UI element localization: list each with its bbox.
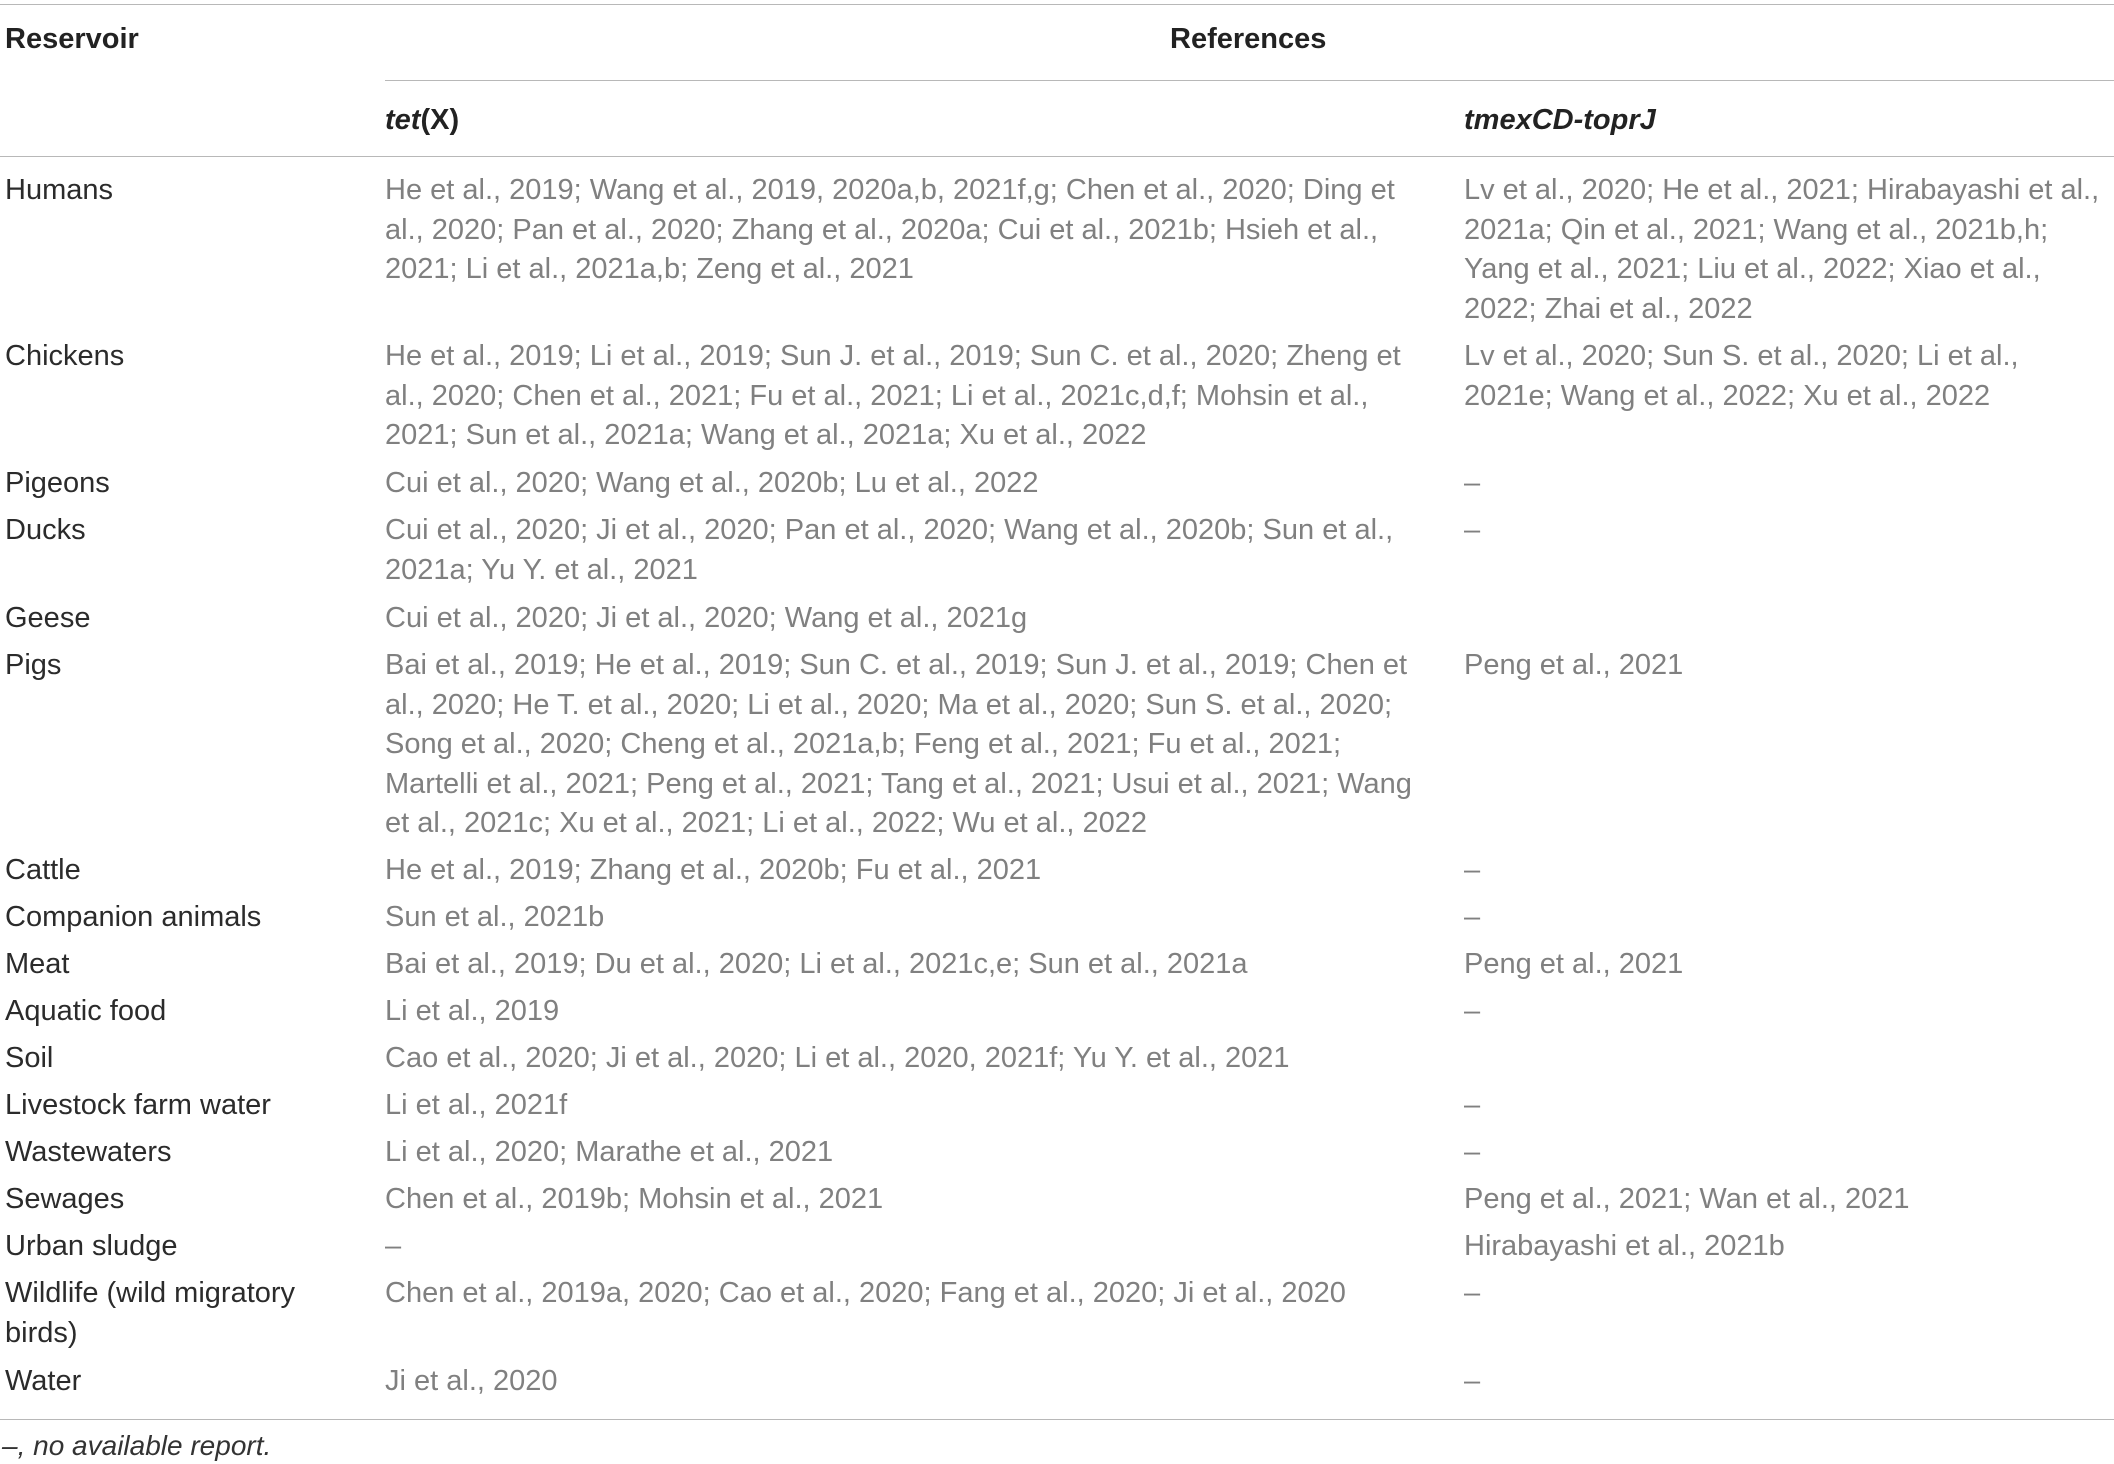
header-references: References xyxy=(1170,23,1327,55)
row-tetx-refs: Chen et al., 2019a, 2020; Cao et al., 2020; Fang et al., 2020; Ji et al., 2020 xyxy=(385,1277,1346,1309)
row-tmex-refs: Peng et al., 2021 xyxy=(1464,649,1684,681)
row-reservoir: Chickens xyxy=(5,340,125,372)
row-reservoir: Humans xyxy=(5,174,113,206)
row-reservoir: Geese xyxy=(5,602,91,634)
header-tetx-italic: tet xyxy=(385,104,421,136)
header-tetx-rest: (X) xyxy=(420,104,460,136)
row-tetx-refs: Bai et al., 2019; He et al., 2019; Sun C. et al., 2019; Sun J. et al., 2019; Chen et al., 2020; He T. et al., 2020; Li et al., 2020; Ma et al., 2020; Sun S. et al., 2020; Song et al., 2020; Cheng et al., 2021a,b; Feng et al., 2021; Fu et al., 2021; Martelli et al., 2021; Peng et al., 2021; Tang et al., 2021; Usui et al., 2021; Wang et al., 2021c; Xu et al., 2021; Li et al., 2022; Wu et al., 2022 xyxy=(385,649,1412,840)
row-tmex-refs: – xyxy=(1464,1277,1481,1309)
row-tetx-refs: He et al., 2019; Zhang et al., 2020b; Fu et al., 2021 xyxy=(385,854,1042,886)
row-reservoir: Wildlife (wild migratory birds) xyxy=(5,1277,296,1349)
row-tetx-refs: Cao et al., 2020; Ji et al., 2020; Li et al., 2020, 2021f; Yu Y. et al., 2021 xyxy=(385,1042,1290,1074)
row-tmex-refs: Hirabayashi et al., 2021b xyxy=(1464,1230,1785,1262)
row-tetx-refs: – xyxy=(385,1230,402,1262)
header-reservoir: Reservoir xyxy=(5,23,139,55)
row-tmex-refs: Peng et al., 2021; Wan et al., 2021 xyxy=(1464,1183,1910,1215)
row-reservoir: Soil xyxy=(5,1042,54,1074)
row-reservoir: Meat xyxy=(5,948,70,980)
header-bottom-rule xyxy=(0,156,2114,157)
table-bottom-rule xyxy=(0,1419,2114,1420)
row-tmex-refs: Peng et al., 2021 xyxy=(1464,948,1684,980)
table-footnote: –, no available report. xyxy=(2,1430,272,1461)
row-reservoir: Livestock farm water xyxy=(5,1089,271,1121)
row-tetx-refs: Li et al., 2021f xyxy=(385,1089,568,1121)
row-tetx-refs: Bai et al., 2019; Du et al., 2020; Li et al., 2021c,e; Sun et al., 2021a xyxy=(385,948,1248,980)
row-reservoir: Wastewaters xyxy=(5,1136,172,1168)
row-tmex-refs: – xyxy=(1464,467,1481,499)
top-rule xyxy=(0,4,2114,5)
row-tmex-refs: Lv et al., 2020; Sun S. et al., 2020; Li et al., 2021e; Wang et al., 2022; Xu et al., 2022 xyxy=(1464,340,2019,412)
row-reservoir: Water xyxy=(5,1365,82,1397)
header-tmex xyxy=(1464,101,1656,139)
row-tmex-refs: – xyxy=(1464,1365,1481,1397)
row-tmex-refs: – xyxy=(1464,514,1481,546)
row-tmex-refs: Lv et al., 2020; He et al., 2021; Hirabayashi et al., 2021a; Qin et al., 2021; Wang et al., 2021b,h; Yang et al., 2021; Liu et al., 2022; Xiao et al., 2022; Zhai et al., 2022 xyxy=(1464,174,2100,325)
row-reservoir: Ducks xyxy=(5,514,86,546)
row-tetx-refs: He et al., 2019; Wang et al., 2019, 2020a,b, 2021f,g; Chen et al., 2020; Ding et al., 2020; Pan et al., 2020; Zhang et al., 2020a; Cui et al., 2021b; Hsieh et al., 2021; Li et al., 2021a,b; Zeng et al., 2021 xyxy=(385,174,1395,286)
references-underline xyxy=(385,80,2114,81)
row-tmex-refs: – xyxy=(1464,1136,1481,1168)
row-reservoir: Urban sludge xyxy=(5,1230,178,1262)
row-tetx-refs: Ji et al., 2020 xyxy=(385,1365,558,1397)
header-tmex-label: tmexCD-toprJ xyxy=(1464,104,1656,136)
row-reservoir: Cattle xyxy=(5,854,81,886)
row-tetx-refs: Cui et al., 2020; Ji et al., 2020; Pan et al., 2020; Wang et al., 2020b; Sun et al., 2021a; Yu Y. et al., 2021 xyxy=(385,514,1394,586)
row-tmex-refs: – xyxy=(1464,995,1481,1027)
row-tetx-refs: Li et al., 2020; Marathe et al., 2021 xyxy=(385,1136,834,1168)
row-reservoir: Pigs xyxy=(5,649,62,681)
row-reservoir: Sewages xyxy=(5,1183,125,1215)
row-reservoir: Aquatic food xyxy=(5,995,167,1027)
row-tmex-refs: – xyxy=(1464,1089,1481,1121)
row-tetx-refs: Cui et al., 2020; Ji et al., 2020; Wang et al., 2021g xyxy=(385,602,1028,634)
row-tetx-refs: Cui et al., 2020; Wang et al., 2020b; Lu et al., 2022 xyxy=(385,467,1039,499)
row-tetx-refs: He et al., 2019; Li et al., 2019; Sun J. et al., 2019; Sun C. et al., 2020; Zheng et al., 2020; Chen et al., 2021; Fu et al., 2021; Li et al., 2021c,d,f; Mohsin et al., 2021; Sun et al., 2021a; Wang et al., 2021a; Xu et al., 2022 xyxy=(385,340,1401,452)
row-tetx-refs: Chen et al., 2019b; Mohsin et al., 2021 xyxy=(385,1183,884,1215)
row-reservoir: Companion animals xyxy=(5,901,262,933)
row-reservoir: Pigeons xyxy=(5,467,110,499)
header-tetx xyxy=(385,101,459,139)
row-tetx-refs: Li et al., 2019 xyxy=(385,995,560,1027)
row-tmex-refs: – xyxy=(1464,901,1481,933)
row-tmex-refs: – xyxy=(1464,854,1481,886)
row-tetx-refs: Sun et al., 2021b xyxy=(385,901,605,933)
